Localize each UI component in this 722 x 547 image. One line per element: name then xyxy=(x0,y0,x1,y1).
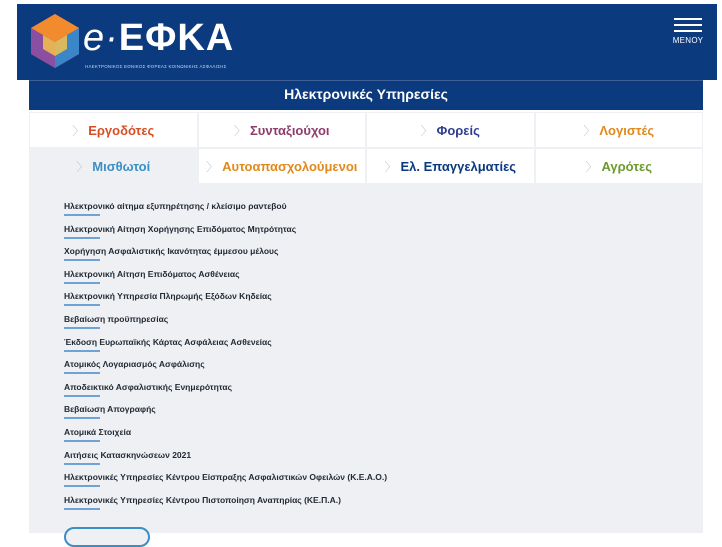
tab-employees[interactable] xyxy=(29,148,198,184)
link-underline xyxy=(64,508,100,510)
service-link[interactable]: Ηλεκτρονική Αίτηση Χορήγησης Επιδόματος Μητρότητας xyxy=(64,223,297,234)
service-link[interactable]: Αιτήσεις Κατασκηνώσεων 2021 xyxy=(64,449,192,460)
list-item xyxy=(64,471,387,494)
logo-subtitle: ΗΛΕΚΤΡΟΝΙΚΟΣ ΕΘΝΙΚΟΣ ΦΟΡΕΑΣ ΚΟΙΝΩΝΙΚΗΣ ΑΣΦΑΛΙΣΗΣ xyxy=(85,64,227,69)
list-item xyxy=(64,381,387,404)
tab-label: Συνταξιούχοι xyxy=(250,122,330,138)
service-link[interactable]: Ηλεκτρονικό αίτημα εξυπηρέτησης / κλείσιμο ραντεβού xyxy=(64,201,287,211)
tab-accountants[interactable] xyxy=(535,112,704,148)
link-underline xyxy=(64,485,100,487)
service-link[interactable]: Ατομικός Λογαριασμός Ασφάλισης xyxy=(64,359,205,370)
chevron-right-icon: 〉 xyxy=(420,123,433,138)
service-link[interactable]: Χορήγηση Ασφαλιστικής Ικανότητας έμμεσου μέλους xyxy=(64,246,279,257)
link-underline xyxy=(64,417,100,419)
tab-label: Εργοδότες xyxy=(88,122,155,138)
menu-button[interactable] xyxy=(671,18,705,45)
tab-freelancers[interactable] xyxy=(366,148,535,184)
site-header xyxy=(17,4,717,80)
service-link[interactable]: Ηλεκτρονική Αίτηση Επιδόματος Ασθένειας xyxy=(64,268,240,279)
chevron-right-icon: 〉 xyxy=(585,159,598,174)
service-link[interactable]: Βεβαίωση Απογραφής xyxy=(64,404,156,415)
list-item xyxy=(64,313,387,336)
link-underline xyxy=(64,259,100,261)
tab-label: Αυτοαπασχολούμενοι xyxy=(222,158,358,174)
menu-label: ΜΕΝΟΥ xyxy=(672,36,704,45)
service-link[interactable]: Έκδοση Ευρωπαϊκής Κάρτας Ασφάλειας Ασθενείας xyxy=(64,336,272,347)
page-title: Ηλεκτρονικές Υπηρεσίες xyxy=(29,81,703,110)
list-item xyxy=(64,290,387,313)
link-underline xyxy=(64,463,100,465)
service-list xyxy=(64,200,387,516)
link-underline xyxy=(64,282,100,284)
link-underline xyxy=(64,372,100,374)
tab-organizations[interactable] xyxy=(366,112,535,148)
tab-row-1 xyxy=(29,112,703,148)
list-item xyxy=(64,200,387,223)
link-underline xyxy=(64,237,100,239)
list-item xyxy=(64,403,387,426)
tab-label: Μισθωτοί xyxy=(92,158,151,174)
tab-label: Ελ. Επαγγελματίες xyxy=(400,158,517,174)
efka-logo[interactable] xyxy=(27,10,257,72)
list-item xyxy=(64,268,387,291)
services-panel xyxy=(29,183,703,533)
chevron-right-icon: 〉 xyxy=(206,159,219,174)
logo-main: ΕΦΚΑ xyxy=(118,17,235,59)
chevron-right-icon: 〉 xyxy=(384,159,397,174)
service-link[interactable]: Ηλεκτρονικές Υπηρεσίες Κέντρου Είσπραξης Ασφαλιστικών Οφειλών (Κ.Ε.Α.Ο.) xyxy=(64,472,388,483)
tab-label: Αγρότες xyxy=(601,158,652,174)
service-link[interactable]: Ηλεκτρονικές Υπηρεσίες Κέντρου Πιστοποίηση Αναπηρίας (ΚΕ.Π.Α.) xyxy=(64,494,341,505)
list-item xyxy=(64,426,387,449)
tab-pensioners[interactable] xyxy=(198,112,367,148)
chevron-right-icon: 〉 xyxy=(233,123,246,138)
link-underline xyxy=(64,327,100,329)
hamburger-icon xyxy=(671,18,705,32)
service-link[interactable]: Βεβαίωση προϋπηρεσίας xyxy=(64,313,169,324)
link-underline xyxy=(64,304,100,306)
logo-prefix: e· xyxy=(83,17,119,59)
list-item xyxy=(64,245,387,268)
category-tabs xyxy=(29,112,703,184)
efka-logo-icon xyxy=(27,12,83,68)
list-item xyxy=(64,494,387,517)
service-link[interactable]: Ατομικά Στοιχεία xyxy=(64,426,132,437)
tab-employers[interactable] xyxy=(29,112,198,148)
list-item xyxy=(64,336,387,359)
more-button[interactable] xyxy=(64,527,150,547)
tab-row-2 xyxy=(29,148,703,184)
link-underline xyxy=(64,395,100,397)
tab-farmers[interactable] xyxy=(535,148,704,184)
chevron-right-icon: 〉 xyxy=(76,159,89,174)
list-item xyxy=(64,449,387,472)
list-item xyxy=(64,358,387,381)
link-underline xyxy=(64,440,100,442)
service-link[interactable]: Αποδεικτικό Ασφαλιστικής Ενημερότητας xyxy=(64,381,232,392)
logo-wordmark xyxy=(83,18,234,58)
chevron-right-icon: 〉 xyxy=(72,123,85,138)
link-underline xyxy=(64,350,100,352)
tab-label: Λογιστές xyxy=(599,122,655,138)
list-item xyxy=(64,223,387,246)
chevron-right-icon: 〉 xyxy=(583,123,596,138)
tab-self-employed[interactable] xyxy=(198,148,367,184)
link-underline xyxy=(64,214,100,216)
service-link[interactable]: Ηλεκτρονική Υπηρεσία Πληρωμής Εξόδων Κηδείας xyxy=(64,291,272,302)
tab-label: Φορείς xyxy=(436,122,480,138)
